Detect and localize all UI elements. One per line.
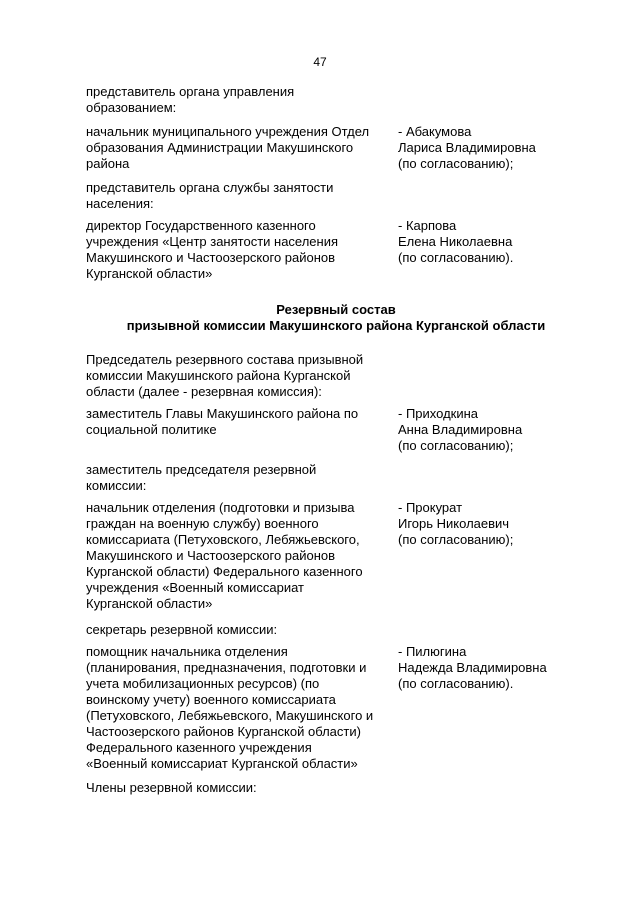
position-assistant-head: помощник начальника отделения (планирования, предназначения, подготовки и учета мобилизационных ресурсов) (по воинскому учету) военного комиссариата (Петуховского, Лебяжьевского, Макушинского и Частоозерского районов Курганской области) Федерального казенного учреждения «Военный комиссариат Курганской области» (86, 644, 374, 771)
position-deputy-head: заместитель Главы Макушинского района по социальной политике (86, 406, 359, 437)
person-pilyugina: - Пилюгина Надежда Владимировна (по согласованию). (398, 644, 547, 691)
role-label-secretary: секретарь резервной комиссии: (86, 622, 278, 637)
role-label-deputy-chair: заместитель председателя резервной комиссии: (86, 462, 317, 493)
role-label-members: Члены резервной комиссии: (86, 780, 257, 795)
role-label-employment: представитель органа службы занятости населения: (86, 180, 334, 211)
person-prikhodkina: - Приходкина Анна Владимировна (по согласованию); (398, 406, 523, 453)
position-employment-director: директор Государственного казенного учреждения «Центр занятости населения Макушинского и Частоозерского районов Курганской области» (86, 218, 339, 281)
position-department-head: начальник отделения (подготовки и призыва граждан на военную службу) военного комиссариата (Петуховского, Лебяжьевского, Макушинского и Частоозерского районов Курганской области) Федерального казенного учреждения «Военный комиссариат Курганской области» (86, 500, 363, 611)
person-karpova: - Карпова Елена Николаевна (по согласованию). (398, 218, 514, 265)
person-prokurat: - Прокурат Игорь Николаевич (по согласованию); (398, 500, 514, 547)
person-abakumova: - Абакумова Лариса Владимировна (по согласованию); (398, 124, 536, 171)
page-number: 47 (313, 55, 327, 69)
section-heading: Резервный состав призывной комиссии Макушинского района Курганской области (126, 302, 546, 333)
role-label-chair: Председатель резервного состава призывной комиссии Макушинского района Курганской области (далее - резервная комиссия): (86, 352, 364, 399)
role-label-education: представитель органа управления образованием: (86, 84, 295, 115)
position-education-head: начальник муниципального учреждения Отдел образования Администрации Макушинского района (86, 124, 370, 171)
